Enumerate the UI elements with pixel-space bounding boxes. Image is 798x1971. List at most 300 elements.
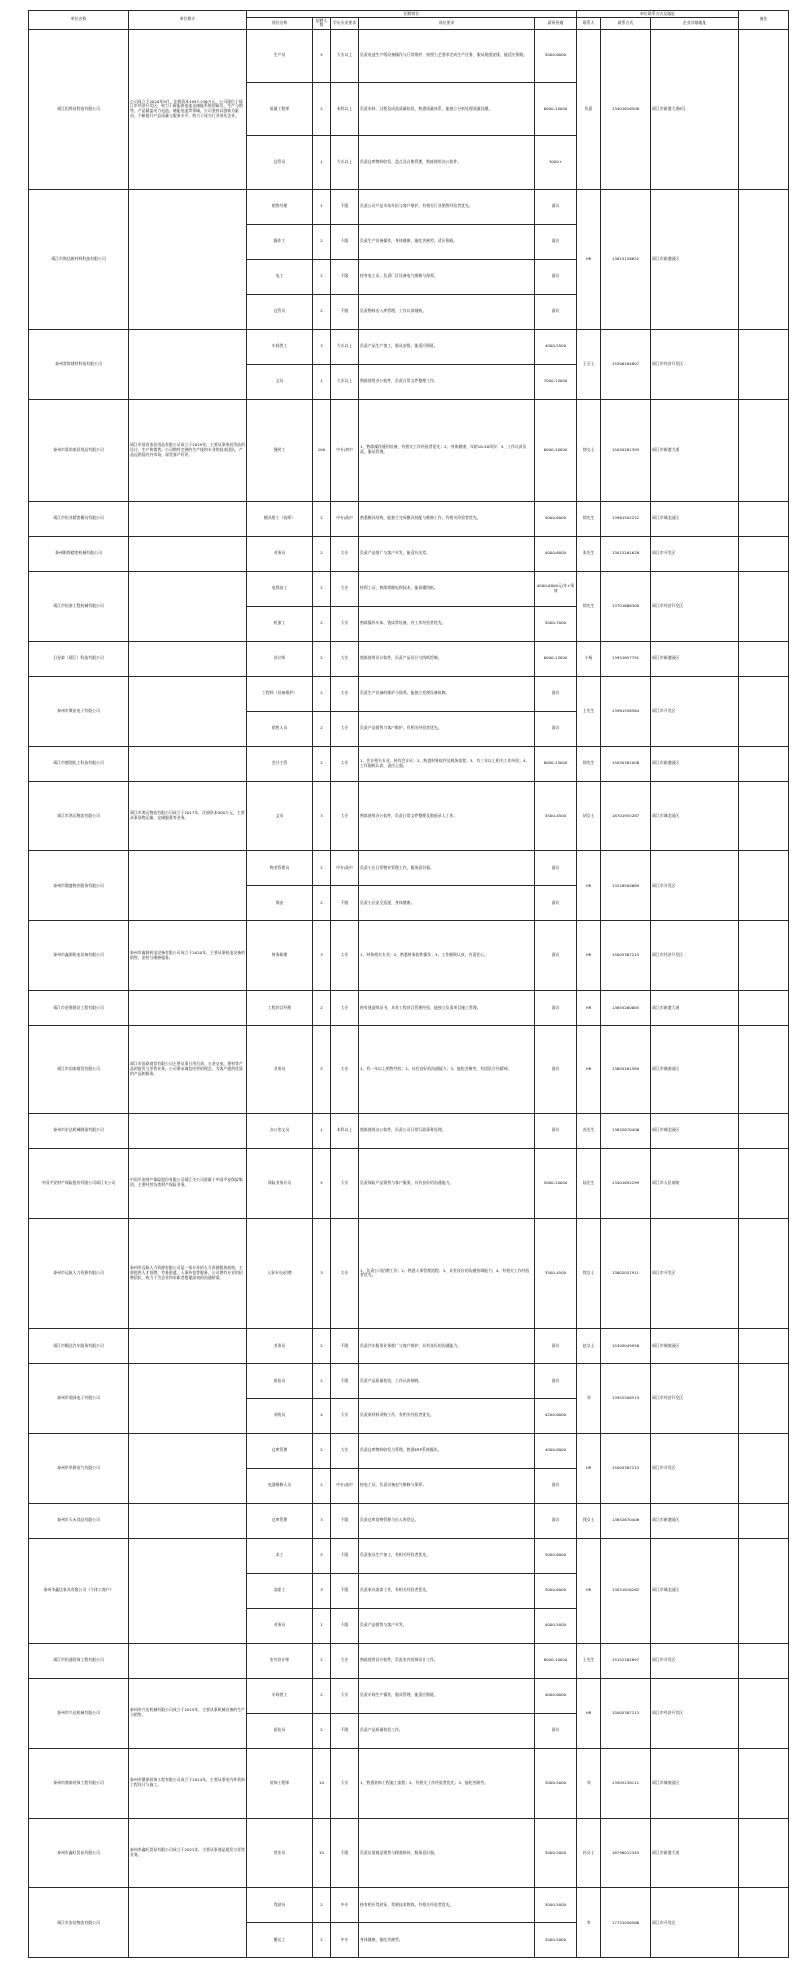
position-education: 大专 bbox=[331, 711, 359, 746]
position-education: 大专 bbox=[331, 921, 359, 991]
company-address: 靖江市开发区 bbox=[651, 1643, 739, 1678]
table-row bbox=[29, 1748, 789, 1818]
contact-person: 王先生 bbox=[577, 676, 601, 746]
contact-person: HR bbox=[577, 991, 601, 1026]
position-education: 本科以上 bbox=[331, 83, 359, 136]
contact-person: 钱女士 bbox=[577, 1503, 601, 1538]
company-name: 靖江市恒通装饰工程有限公司 bbox=[29, 1643, 129, 1678]
company-intro bbox=[129, 1503, 247, 1538]
position-education: 大专 bbox=[331, 746, 359, 781]
table-row bbox=[29, 746, 789, 781]
position-title: 设计师 bbox=[247, 641, 313, 676]
position-title: 办公室文员 bbox=[247, 1113, 313, 1148]
table-row bbox=[29, 536, 789, 571]
position-requirement: 负责生产设备的维护与保养，能独立处理设备故障。 bbox=[359, 676, 535, 711]
position-title: 质检员 bbox=[247, 1363, 313, 1398]
position-requirement: 熟练使用设计软件，负责室内装饰设计工作。 bbox=[359, 1643, 535, 1678]
company-intro: 泰州市兴达机械有限公司成立于2015年，主要从事机械设备的生产与销售。 bbox=[129, 1678, 247, 1748]
position-education: 中专 bbox=[331, 1888, 359, 1923]
position-title: 采购员 bbox=[247, 1398, 313, 1433]
position-count: 2 bbox=[313, 294, 331, 329]
position-count: 2 bbox=[313, 711, 331, 746]
remark-cell bbox=[739, 1218, 789, 1328]
position-salary: 6000-10000 bbox=[535, 83, 577, 136]
company-name: 靖江市海达新材料科技有限公司 bbox=[29, 189, 129, 329]
company-name: 泰州市爱尚家居用品有限公司 bbox=[29, 399, 129, 501]
position-count: 2 bbox=[313, 991, 331, 1026]
company-address: 靖江市开发区 bbox=[651, 1433, 739, 1503]
company-address: 靖江市城北园区 bbox=[651, 1113, 739, 1148]
remark-cell bbox=[739, 329, 789, 399]
position-salary: 4000-6000元/年+绩效 bbox=[535, 571, 577, 606]
company-address: 靖江市开发区 bbox=[651, 1888, 739, 1958]
company-name: 日星泰（靖江）科技有限公司 bbox=[29, 641, 129, 676]
position-salary: 3000-6000 bbox=[535, 1573, 577, 1608]
position-education: 大专 bbox=[331, 1026, 359, 1113]
position-education: 大专 bbox=[331, 1148, 359, 1218]
position-salary: 6000-10000 bbox=[535, 399, 577, 501]
position-count: 2 bbox=[313, 1328, 331, 1363]
position-title: 保险业务专员 bbox=[247, 1148, 313, 1218]
position-title: 销售经理 bbox=[247, 189, 313, 224]
position-requirement: 负责小区安全巡逻，身体健康。 bbox=[359, 886, 535, 921]
contact-person: 徐先生 bbox=[577, 501, 601, 536]
contact-phone: 13852670406 bbox=[601, 1503, 651, 1538]
contact-person: 徐女士 bbox=[577, 399, 601, 501]
company-address: 靖江市新港园区 bbox=[651, 189, 739, 329]
table-row bbox=[29, 1888, 789, 1923]
position-salary: 5000-10000 bbox=[535, 1148, 577, 1218]
position-title: 操作工 bbox=[247, 224, 313, 259]
company-address: 靖江市新港园区 bbox=[651, 1503, 739, 1538]
company-intro bbox=[129, 571, 247, 641]
position-requirement: 熟练使用办公软件，负责日常文件整理及数据录入工作。 bbox=[359, 781, 535, 851]
position-title: 车间普工 bbox=[247, 1678, 313, 1713]
company-intro bbox=[129, 501, 247, 536]
position-salary: 6000-13000 bbox=[535, 641, 577, 676]
contact-person: 胡女士 bbox=[577, 781, 601, 851]
position-count: 10 bbox=[313, 1748, 331, 1818]
company-address: 靖江市新港大道 bbox=[651, 399, 739, 501]
company-name: 靖江市鸿运物流有限公司 bbox=[29, 781, 129, 851]
position-education: 大专以上 bbox=[331, 329, 359, 364]
company-intro: 靖江市鸿运物流有限公司成立于2017年，注册资本500万元，主要从事货物运输、仓储服务等业务。 bbox=[129, 781, 247, 851]
table-row bbox=[29, 1503, 789, 1538]
position-education: 大专 bbox=[331, 1433, 359, 1468]
company-address: 靖江市新港园区 bbox=[651, 641, 739, 676]
company-address: 靖江市开发区 bbox=[651, 1218, 739, 1328]
position-count: 3 bbox=[313, 921, 331, 991]
position-title: 物业管理员 bbox=[247, 851, 313, 886]
remark-cell bbox=[739, 1026, 789, 1113]
position-title: 缝纫工 bbox=[247, 399, 313, 501]
remark-cell bbox=[739, 29, 789, 189]
contact-phone: 18701955287 bbox=[601, 781, 651, 851]
position-salary: 5000-6000 bbox=[535, 29, 577, 82]
header-position-name: 岗位名称 bbox=[247, 17, 313, 29]
header-address: 企业详细地址 bbox=[651, 17, 739, 29]
position-requirement: 负责店面商品销售与顾客接待，服务意识强。 bbox=[359, 1818, 535, 1888]
table-row bbox=[29, 781, 789, 851]
position-salary: 7000-13000 bbox=[535, 364, 577, 399]
contact-phone: 15305049956 bbox=[601, 1328, 651, 1363]
position-requirement: 熟练使用办公软件，负责日常文件整理工作。 bbox=[359, 364, 535, 399]
position-requirement: 熟练使用设计软件，负责产品设计与图纸绘制。 bbox=[359, 641, 535, 676]
company-name: 靖江市金鼎建设工程有限公司 bbox=[29, 991, 129, 1026]
contact-phone: 13401692299 bbox=[601, 1148, 651, 1218]
company-intro bbox=[129, 329, 247, 399]
position-count: 2 bbox=[313, 1363, 331, 1398]
company-intro bbox=[129, 1113, 247, 1148]
remark-cell bbox=[739, 189, 789, 329]
contact-phone: 17751056566 bbox=[601, 1888, 651, 1958]
company-address: 靖江市城南园区 bbox=[651, 1026, 739, 1113]
position-salary: 4000-6000 bbox=[535, 1433, 577, 1468]
contact-person: HR bbox=[577, 921, 601, 991]
table-row bbox=[29, 1818, 789, 1888]
position-title: 质量工程师 bbox=[247, 83, 313, 136]
position-title: 车间普工 bbox=[247, 329, 313, 364]
contact-phone: 13905238111 bbox=[601, 1748, 651, 1818]
position-title: 仓库管理 bbox=[247, 1433, 313, 1468]
position-title: 财务助理 bbox=[247, 921, 313, 991]
position-requirement: 负责汽车服务业务推广与客户维护，具有良好的沟通能力。 bbox=[359, 1328, 535, 1363]
position-education: 大专 bbox=[331, 1678, 359, 1713]
position-requirement: 1、会计相关专业，持有会计证；2、熟悉财务软件及税务流程；3、有三年以上相关工作经验；4、工作细致认真，责任心强。 bbox=[359, 746, 535, 781]
contact-person: 张先生 bbox=[577, 536, 601, 571]
table-row bbox=[29, 29, 789, 82]
position-title: 电焊技工 bbox=[247, 571, 313, 606]
position-education: 不限 bbox=[331, 189, 359, 224]
header-requirement: 岗位要求 bbox=[359, 17, 535, 29]
company-intro bbox=[129, 1538, 247, 1643]
table-row bbox=[29, 1643, 789, 1678]
position-requirement: 1、有一年以上销售经验；2、具有良好的沟通能力；3、能吃苦耐劳，有团队合作精神。 bbox=[359, 1026, 535, 1113]
position-education: 大专 bbox=[331, 1643, 359, 1678]
company-address: 靖江市经济开发区 bbox=[651, 1678, 739, 1748]
contact-phone: 15152162697 bbox=[601, 1643, 651, 1678]
header-contact: 单位联系方式及地址 bbox=[577, 11, 739, 18]
position-salary: 3000-5000 bbox=[535, 1818, 577, 1888]
company-intro bbox=[129, 746, 247, 781]
job-table-body bbox=[29, 29, 789, 1958]
company-address: 靖江市城北园区 bbox=[651, 781, 739, 851]
position-salary: 面议 bbox=[535, 259, 577, 294]
contact-person: 徐先生 bbox=[577, 571, 601, 641]
remark-cell bbox=[739, 1363, 789, 1433]
position-count: 2 bbox=[313, 851, 331, 886]
position-education: 大专以上 bbox=[331, 29, 359, 82]
company-name: 靖江市德润化工科技有限公司 bbox=[29, 746, 129, 781]
company-name: 泰州市华源电气有限公司 bbox=[29, 1433, 129, 1503]
table-row bbox=[29, 676, 789, 711]
position-education: 大专 bbox=[331, 781, 359, 851]
position-salary: 3500-4500 bbox=[535, 1218, 577, 1328]
header-positions: 招聘岗位 bbox=[247, 11, 577, 18]
company-address: 靖江市城南园区 bbox=[651, 1748, 739, 1818]
position-count: 2 bbox=[313, 641, 331, 676]
position-requirement: 负责物料出入库管理，工作认真细致。 bbox=[359, 294, 535, 329]
company-name: 中国平安财产保险股份有限公司靖江支公司 bbox=[29, 1148, 129, 1218]
position-title: 木工 bbox=[247, 1538, 313, 1573]
position-education: 中专/高中 bbox=[331, 501, 359, 536]
contact-person: 王女士 bbox=[577, 329, 601, 399]
position-salary: 4000-5500 bbox=[535, 329, 577, 364]
header-remark: 备注 bbox=[739, 11, 789, 30]
contact-person: HR bbox=[577, 1433, 601, 1503]
position-salary: 面议 bbox=[535, 991, 577, 1026]
position-education: 不限 bbox=[331, 1363, 359, 1398]
position-salary: 3000-6000 bbox=[535, 1538, 577, 1573]
position-requirement: 持电工证，负责设备电气维修与保养。 bbox=[359, 1468, 535, 1503]
position-title: 油漆工 bbox=[247, 1573, 313, 1608]
position-requirement: 负责家具油漆工作，有相关经验者优先。 bbox=[359, 1573, 535, 1608]
position-count: 3 bbox=[313, 329, 331, 364]
position-salary: 3000-5000 bbox=[535, 1748, 577, 1818]
position-salary: 3500-4500 bbox=[535, 781, 577, 851]
table-row bbox=[29, 921, 789, 991]
position-title: 业务员 bbox=[247, 1026, 313, 1113]
contact-person: 陆先生 bbox=[577, 1148, 601, 1218]
position-requirement: 负责小区日常物业管理工作，服务意识强。 bbox=[359, 851, 535, 886]
table-row bbox=[29, 991, 789, 1026]
position-salary: 4200-6000 bbox=[535, 1398, 577, 1433]
position-requirement: 负责生产设备操作，身体健康，能吃苦耐劳，适应倒班。 bbox=[359, 224, 535, 259]
contact-phone: 13815126652 bbox=[601, 189, 651, 329]
remark-cell bbox=[739, 501, 789, 536]
company-address: 靖江市经济开发区 bbox=[651, 921, 739, 991]
company-name: 泰州市远航人力资源有限公司 bbox=[29, 1218, 129, 1328]
position-title: 室内设计师 bbox=[247, 1643, 313, 1678]
position-salary: 4000-6000 bbox=[535, 1678, 577, 1713]
contact-phone: 18796012345 bbox=[601, 1818, 651, 1888]
header-phone: 联系方式 bbox=[601, 17, 651, 29]
company-intro: 公司成立于2020年9月，注册资本1997.236万元，公司现位于靖江市经济开发区，致力于新能源电池及储能系统的研发、生产与销售，产品涵盖动力电池、储能电池等领域，公司坚持以创新为驱动，不断提升产品质量与服务水平，致力于成为行业领先企业。 bbox=[129, 29, 247, 189]
company-address: 靖江市新港园区 bbox=[651, 746, 739, 781]
position-education: 大专 bbox=[331, 641, 359, 676]
remark-cell bbox=[739, 1503, 789, 1538]
company-address: 靖江市城南园区 bbox=[651, 1328, 739, 1363]
position-education: 大专 bbox=[331, 1398, 359, 1433]
position-title: 工程项目经理 bbox=[247, 991, 313, 1026]
position-count: 1 bbox=[313, 364, 331, 399]
contact-person: 王先生 bbox=[577, 1643, 601, 1678]
contact-phone: 13655280885 bbox=[601, 991, 651, 1026]
table-row bbox=[29, 851, 789, 886]
position-education: 中专 bbox=[331, 1923, 359, 1958]
position-count: 2 bbox=[313, 1713, 331, 1748]
contact-person: 赵女士 bbox=[577, 1328, 601, 1363]
position-count: 2 bbox=[313, 501, 331, 536]
position-education: 中专/高中 bbox=[331, 1468, 359, 1503]
remark-cell bbox=[739, 781, 789, 851]
position-count: 2 bbox=[313, 1433, 331, 1468]
position-title: 文员 bbox=[247, 781, 313, 851]
company-intro bbox=[129, 676, 247, 746]
remark-cell bbox=[739, 1888, 789, 1958]
position-requirement: 负责保险产品销售与客户服务，具有良好的沟通能力。 bbox=[359, 1148, 535, 1218]
contact-phone: 15050381008 bbox=[601, 746, 651, 781]
remark-cell bbox=[739, 1148, 789, 1218]
company-address: 靖江市新港大道 bbox=[651, 991, 739, 1026]
position-count: 1 bbox=[313, 1608, 331, 1643]
position-salary: 8000-10000 bbox=[535, 1643, 577, 1678]
table-row bbox=[29, 1218, 789, 1328]
remark-cell bbox=[739, 536, 789, 571]
contact-person: HR bbox=[577, 189, 601, 329]
position-education: 大专 bbox=[331, 1218, 359, 1328]
contact-person: 刘 bbox=[577, 1363, 601, 1433]
position-count: 2 bbox=[313, 1678, 331, 1713]
position-requirement: 负责仓库货物管理与出入库登记。 bbox=[359, 1503, 535, 1538]
header-education: 学历专业要求 bbox=[331, 17, 359, 29]
remark-cell bbox=[739, 991, 789, 1026]
header-contact-person: 联系人 bbox=[577, 17, 601, 29]
position-requirement: 负责产品质量检验，工作认真细致。 bbox=[359, 1363, 535, 1398]
company-name: 泰州市宏达机械制造有限公司 bbox=[29, 1113, 129, 1148]
position-count: 2 bbox=[313, 224, 331, 259]
position-title: 业务员 bbox=[247, 1608, 313, 1643]
company-name: 靖江市顺达汽车服务有限公司 bbox=[29, 1328, 129, 1363]
position-education: 大专以上 bbox=[331, 364, 359, 399]
position-title: 机加工 bbox=[247, 606, 313, 641]
contact-person: 孙女士 bbox=[577, 1818, 601, 1888]
table-row bbox=[29, 189, 789, 224]
position-count: 5 bbox=[313, 1538, 331, 1573]
company-name: 泰州市兴达机械有限公司 bbox=[29, 1678, 129, 1748]
company-address: 靖江市经济开发区 bbox=[651, 571, 739, 641]
contact-phone: 13961502222 bbox=[601, 501, 651, 536]
remark-cell bbox=[739, 1433, 789, 1503]
contact-person: 仇夏 bbox=[577, 29, 601, 189]
remark-cell bbox=[739, 921, 789, 991]
contact-phone: 13852670406 bbox=[601, 1113, 651, 1148]
position-count: 4 bbox=[313, 1398, 331, 1433]
remark-cell bbox=[739, 1818, 789, 1888]
position-requirement: 熟练操作车床、铣床等设备，有工作经验者优先。 bbox=[359, 606, 535, 641]
position-count: 2 bbox=[313, 606, 331, 641]
company-intro bbox=[129, 991, 247, 1026]
contact-phone: 13952508574 bbox=[601, 1363, 651, 1433]
company-name: 泰州市鑫达家具有限公司（个体工商户） bbox=[29, 1538, 129, 1643]
position-requirement: 1、熟练操作缝纫设备，有相关工作经验者优先；2、身体健康，年龄18-50周岁；3、工作认真负责，服从管理。 bbox=[359, 399, 535, 501]
position-count: 2 bbox=[313, 1888, 331, 1923]
position-title: 电工 bbox=[247, 259, 313, 294]
position-count: 2 bbox=[313, 746, 331, 781]
position-count: 3 bbox=[313, 1218, 331, 1328]
header-count: 招聘人数 bbox=[313, 17, 331, 29]
position-title: 模具钳工（技师） bbox=[247, 501, 313, 536]
remark-cell bbox=[739, 1678, 789, 1748]
position-education: 不限 bbox=[331, 1503, 359, 1538]
position-salary: 面议 bbox=[535, 1713, 577, 1748]
position-education: 不限 bbox=[331, 294, 359, 329]
position-salary: 3000+ bbox=[535, 136, 577, 189]
header-unit-name: 单位名称 bbox=[29, 11, 129, 30]
position-education: 本科以上 bbox=[331, 1113, 359, 1148]
position-count: 2 bbox=[313, 886, 331, 921]
position-title: 工程师（设备维护） bbox=[247, 676, 313, 711]
remark-cell bbox=[739, 641, 789, 676]
contact-person: HR bbox=[577, 1026, 601, 1113]
position-requirement: 身体健康，能吃苦耐劳。 bbox=[359, 1923, 535, 1958]
position-salary: 面议 bbox=[535, 294, 577, 329]
position-title: 装饰工程师 bbox=[247, 1748, 313, 1818]
position-count: 2 bbox=[313, 536, 331, 571]
position-salary: 面议 bbox=[535, 1026, 577, 1113]
position-salary: 面议 bbox=[535, 921, 577, 991]
position-requirement: 熟悉模具结构，能独立完成模具装配与维修工作，有相关经验者优先。 bbox=[359, 501, 535, 536]
position-requirement: 持有相应驾驶证，驾驶技术熟练，有相关经验者优先。 bbox=[359, 1888, 535, 1923]
position-count: 1 bbox=[313, 136, 331, 189]
company-intro bbox=[129, 1643, 247, 1678]
position-count: 5 bbox=[313, 29, 331, 82]
position-education: 大专 bbox=[331, 606, 359, 641]
contact-phone: 15005387213 bbox=[601, 921, 651, 991]
contact-phone: 13015261628 bbox=[601, 536, 651, 571]
table-row bbox=[29, 1328, 789, 1363]
position-salary: 3000-5000 bbox=[535, 1923, 577, 1958]
contact-phone: 13701666300 bbox=[601, 571, 651, 641]
company-name: 泰州市天禾食品有限公司 bbox=[29, 1503, 129, 1538]
position-requirement: 负责仓库物料收发、盘点及台账管理，熟练使用办公软件。 bbox=[359, 136, 535, 189]
company-name: 靖江市国泰商贸有限公司 bbox=[29, 1026, 129, 1113]
remark-cell bbox=[739, 571, 789, 641]
contact-person: HR bbox=[577, 1538, 601, 1643]
position-requirement: 负责产品生产加工，服从安排，能适应倒班。 bbox=[359, 329, 535, 364]
position-education: 大专 bbox=[331, 991, 359, 1026]
company-name: 泰州誉铭建材科技有限公司 bbox=[29, 329, 129, 399]
company-name: 泰州市鑫源机电设备有限公司 bbox=[29, 921, 129, 991]
position-count: 3 bbox=[313, 1573, 331, 1608]
position-requirement: 1、财务相关专业；2、熟悉财务软件操作；3、工作细致认真，有责任心。 bbox=[359, 921, 535, 991]
contact-person: HR bbox=[577, 1678, 601, 1748]
company-name: 泰州市聚星电子有限公司 bbox=[29, 676, 129, 746]
position-title: 营业员 bbox=[247, 1818, 313, 1888]
company-intro: 泰州市远航人力资源有限公司是一家专业的人力资源服务机构，主要提供人才招聘、劳务派遣、人事外包等服务，公司拥有专业的招聘团队，致力于为企业和求职者搭建高效的沟通桥梁。 bbox=[129, 1218, 247, 1328]
table-row bbox=[29, 641, 789, 676]
position-requirement: 负责仓库物料收发与管理，熟悉ERP系统操作。 bbox=[359, 1433, 535, 1468]
position-education: 不限 bbox=[331, 886, 359, 921]
position-requirement: 持焊工证，熟练掌握电焊技术，能看懂图纸。 bbox=[359, 571, 535, 606]
position-salary: 面议 bbox=[535, 711, 577, 746]
company-name: 泰州市润泽电子有限公司 bbox=[29, 1363, 129, 1433]
position-title: 文员 bbox=[247, 364, 313, 399]
position-title: 保安 bbox=[247, 886, 313, 921]
position-salary: 面议 bbox=[535, 1468, 577, 1503]
position-title: 电器维修人员 bbox=[247, 1468, 313, 1503]
company-intro bbox=[129, 189, 247, 329]
position-count: 5 bbox=[313, 1148, 331, 1218]
position-salary: 5000-7000 bbox=[535, 606, 577, 641]
table-row bbox=[29, 399, 789, 501]
position-count: 1 bbox=[313, 1113, 331, 1148]
position-education: 不限 bbox=[331, 1573, 359, 1608]
position-salary: 面议 bbox=[535, 1328, 577, 1363]
position-title: 质检员 bbox=[247, 1713, 313, 1748]
table-row bbox=[29, 1113, 789, 1148]
company-address: 靖江市开发区 bbox=[651, 851, 739, 921]
position-requirement: 1、负责公司招聘工作；2、熟悉人事管理流程；3、具有良好的沟通协调能力；4、有相关工作经验者优先。 bbox=[359, 1218, 535, 1328]
position-count: 10 bbox=[313, 1818, 331, 1888]
company-address: 靖江市开发区 bbox=[651, 536, 739, 571]
remark-cell bbox=[739, 1538, 789, 1643]
company-name: 靖江市恒泰工程机械有限公司 bbox=[29, 571, 129, 641]
remark-cell bbox=[739, 1643, 789, 1678]
company-name: 泰州皓烨精密机械有限公司 bbox=[29, 536, 129, 571]
position-requirement: 负责车间生产操作，服从管理，能适应倒班。 bbox=[359, 1678, 535, 1713]
position-salary: 面议 bbox=[535, 676, 577, 711]
